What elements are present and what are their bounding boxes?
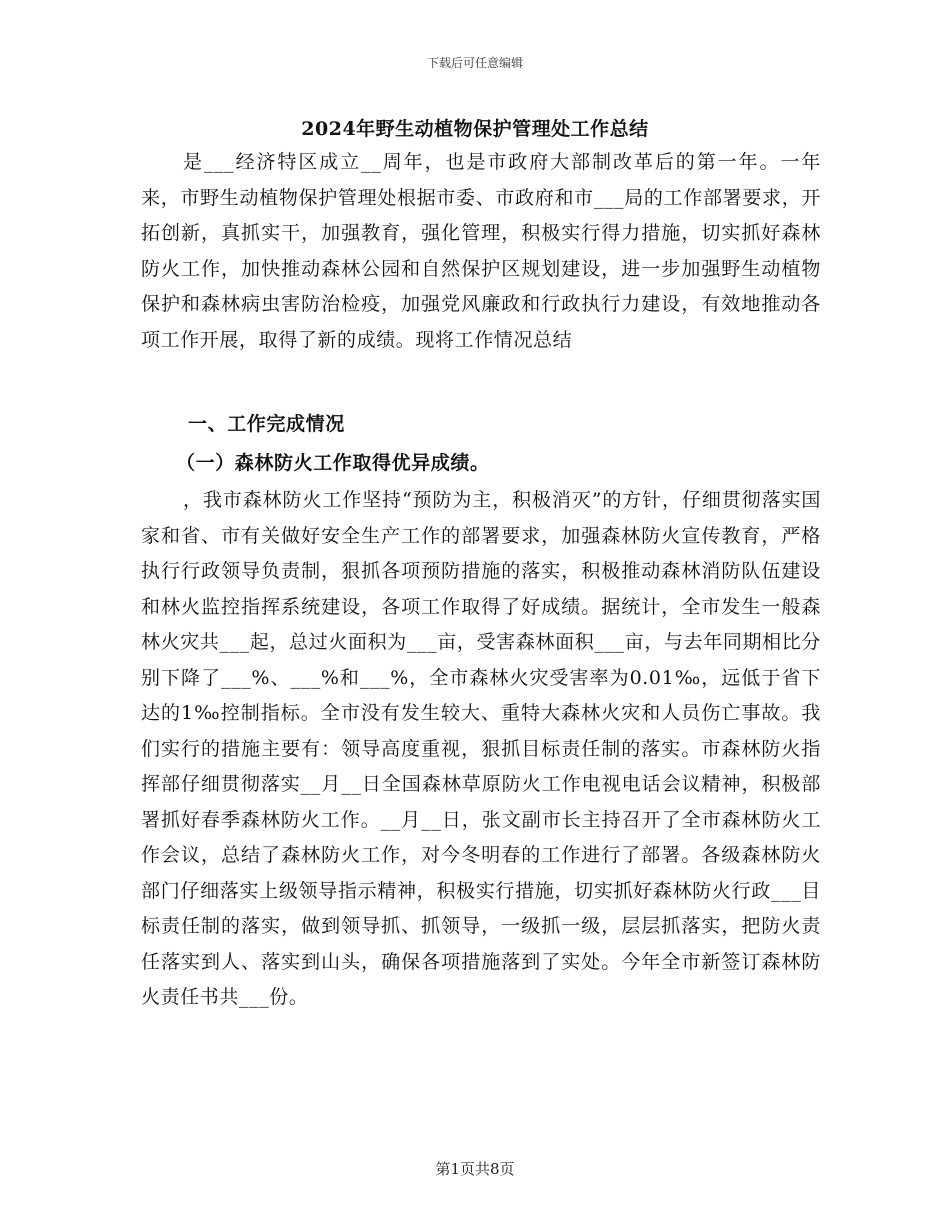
document-title: 2024年野生动植物保护管理处工作总结 — [301, 118, 649, 140]
subsection-heading: （一）森林防火工作取得优异成绩。 — [176, 452, 490, 474]
section-heading: 一、工作完成情况 — [188, 413, 345, 435]
body-paragraph: ，我市森林防火工作坚持“预防为主，积极消灭”的方针，仔细贯彻落实国家和省、市有关做好安全生产工作的部署要求，加强森林防火宣传教育，严格执行行政领导负责制，狠抓各项预防措施的落实，积极推动森林消防队伍建设和林火监控指挥系统建设，各项工作取得了好成绩。据统计，全市发生一般森林火灾共___起，总过火面积为___亩，受害森林面积___亩，与去年同期相比分别下降了___%、___%和___%，全市森林火灾受害率为0.01‰，远低于省下达的1‰控制指标。全市没有发生较大、重特大森林火灾和人员伤亡事故。我们实行的措施主要有：领导高度重视，狠抓目标责任制的落实。市森林防火指挥部仔细贯彻落实__月__日全国森林草原防火工作电视电话会议精神，积极部署抓好春季森林防火工作。__月__日，张文副市长主持召开了全市森林防火工作会议，总结了森林防火工作，对今冬明春的工作进行了部署。各级森林防火部门仔细落实上级领导指示精神，积极实行措施，切实抓好森林防火行政___目标责任制的落实，做到领导抓、抓领导，一级抓一级，层层抓落实，把防火责任落实到人、落实到山头，确保各项措施落到了实处。今年全市新签订森林防火责任书共___份。 — [141, 489, 821, 1008]
page-number: 第1页共8页 — [435, 1160, 515, 1178]
header-note: 下载后可任意编辑 — [426, 56, 523, 70]
intro-paragraph: 是___经济特区成立__周年，也是市政府大部制改革后的第一年。一年来，市野生动植物保护管理处根据市委、市政府和市___局的工作部署要求，开拓创新，真抓实干，加强教育，强化管理，积极实行得力措施，切实抓好森林防火工作，加快推动森林公园和自然保护区规划建设，进一步加强野生动植物保护和森林病虫害防治检疫，加强党风廉政和行政执行力建设，有效地推动各项工作开展，取得了新的成绩。现将工作情况总结 — [141, 151, 821, 351]
